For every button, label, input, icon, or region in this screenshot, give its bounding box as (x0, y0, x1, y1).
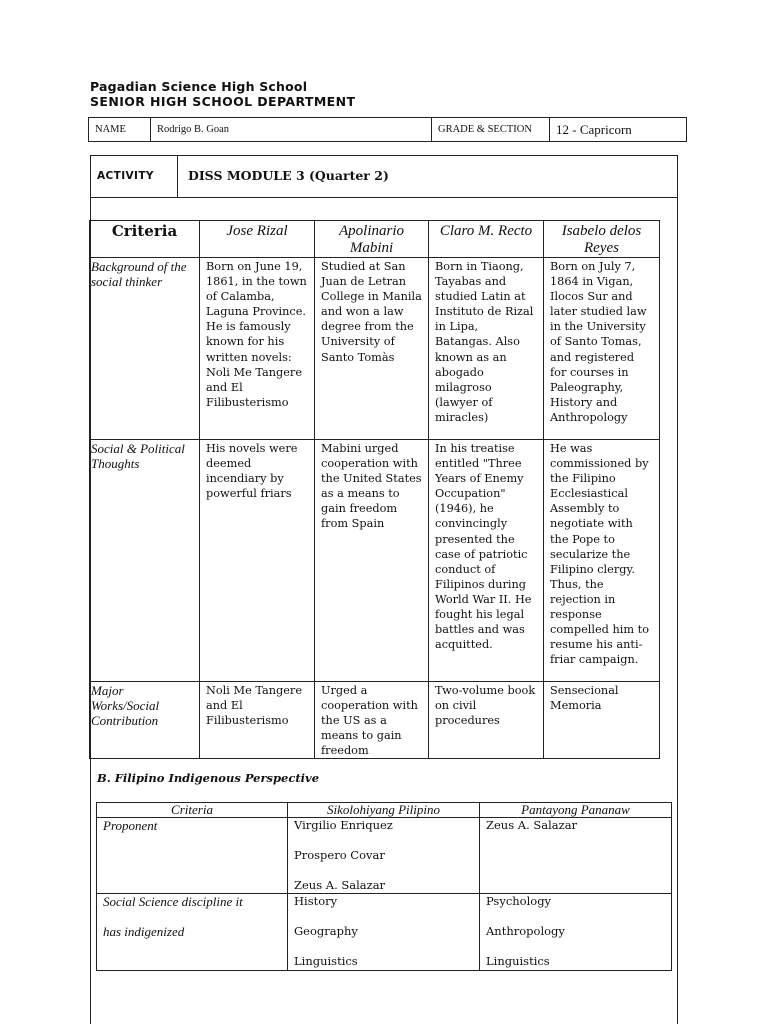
activity-label: ACTIVITY (97, 170, 154, 182)
ind-row-label-discipline (97, 894, 288, 971)
cell-rizal-background: Born on June 19, 1861, in the town of Calamba, Laguna Province. He is famously known for his written novels: Noli Me Tangere and El Filibusterismo (200, 258, 315, 440)
activity-value: DISS MODULE 3 (Quarter 2) (188, 168, 389, 183)
school-name: Pagadian Science High School (90, 79, 308, 94)
list-item: Geography (294, 924, 358, 938)
cell-rizal-works: Noli Me Tangere and El Filibusterismo (200, 682, 315, 759)
list-item: Prospero Covar (294, 848, 385, 862)
label-line: Proponent (103, 818, 158, 833)
social-thinkers-table (89, 220, 660, 759)
table-header-row (90, 221, 660, 258)
list-item: Linguistics (486, 954, 550, 968)
section-b-title: B. Filipino Indigenous Perspective (97, 771, 320, 785)
list-item: Anthropology (486, 924, 565, 938)
header-isabelo-delos-reyes: Isabelo delos Reyes (544, 221, 660, 258)
table-row (90, 682, 660, 759)
cell-recto-background: Born in Tiaong, Tayabas and studied Latin at Instituto de Rizal in Lipa, Batangas. Also known as an abogado milagroso (lawyer of miracles) (429, 258, 544, 440)
cell-reyes-background: Born on July 7, 1864 in Vigan, Ilocos Sur and later studied law in the University of Santo Tomas, and registered for courses in Paleography, History and Anthropology (544, 258, 660, 440)
grade-label: GRADE & SECTION (432, 118, 550, 142)
list-item: Zeus A. Salazar (294, 878, 386, 892)
header-jose-rizal: Jose Rizal (200, 221, 315, 258)
ind-cell-pantayong-discipline (480, 894, 672, 971)
ind-header-sikolohiyang: Sikolohiyang Pilipino (288, 803, 480, 818)
ind-row-label-proponent (97, 818, 288, 894)
activity-divider (90, 197, 678, 198)
cell-rizal-thoughts: His novels were deemed incendiary by powerful friars (200, 440, 315, 682)
cell-reyes-thoughts: He was commissioned by the Filipino Ecclesiastical Assembly to negotiate with the Pope to secularize the Filipino clergy. Thus, the rejection in response compelled him to resume his anti-friar campaign. (544, 440, 660, 682)
list-item (486, 909, 665, 924)
ind-cell-sikolohiyang-discipline (288, 894, 480, 971)
ind-header-criteria: Criteria (97, 803, 288, 818)
row-label-background: Background of the social thinker (90, 258, 200, 440)
cell-mabini-works: Urged a cooperation with the US as a means to gain freedom (315, 682, 429, 759)
cell-recto-thoughts: In his treatise entitled "Three Years of Enemy Occupation" (1946), he convincingly presented the case of patriotic conduct of Filipinos during World War II. He fought his legal battles and was acquitted. (429, 440, 544, 682)
header-apolinario-mabini: Apolinario Mabini (315, 221, 429, 258)
list-item (294, 909, 473, 924)
indigenous-perspective-table (96, 802, 672, 971)
label-line: has indigenized (103, 924, 185, 939)
list-item: Zeus A. Salazar (486, 818, 578, 832)
table-header-row (97, 803, 672, 818)
ind-cell-sikolohiyang-proponent (288, 818, 480, 894)
list-item (294, 863, 473, 878)
activity-column-divider (177, 155, 178, 197)
row-label-major-works: Major Works/Social Contribution (90, 682, 200, 759)
list-item: Linguistics (294, 954, 358, 968)
table-row (97, 894, 672, 971)
grade-value: 12 - Capricorn (550, 118, 687, 142)
student-info-table (88, 117, 687, 142)
header-criteria: Criteria (90, 221, 200, 258)
list-item: Psychology (486, 894, 552, 908)
label-line: Social Science discipline it (103, 894, 243, 909)
label-line (103, 909, 281, 924)
list-item (294, 833, 473, 848)
ind-cell-pantayong-proponent (480, 818, 672, 894)
table-row (90, 258, 660, 440)
cell-mabini-thoughts: Mabini urged cooperation with the United States as a means to gain freedom from Spain (315, 440, 429, 682)
name-label: NAME (89, 118, 151, 142)
list-item (294, 939, 473, 954)
cell-mabini-background: Studied at San Juan de Letran College in Manila and won a law degree from the University of Santo Tomàs (315, 258, 429, 440)
table-row (90, 440, 660, 682)
list-item: History (294, 894, 338, 908)
cell-recto-works: Two-volume book on civil procedures (429, 682, 544, 759)
ind-header-pantayong: Pantayong Pananaw (480, 803, 672, 818)
table-row (97, 818, 672, 894)
list-item: Virgilio Enriquez (294, 818, 393, 832)
row-label-social-political: Social & Political Thoughts (90, 440, 200, 682)
department-name: SENIOR HIGH SCHOOL DEPARTMENT (90, 94, 356, 109)
list-item (486, 939, 665, 954)
cell-reyes-works: Sensecional Memoria (544, 682, 660, 759)
name-value: Rodrigo B. Goan (151, 118, 432, 142)
header-claro-recto: Claro M. Recto (429, 221, 544, 258)
